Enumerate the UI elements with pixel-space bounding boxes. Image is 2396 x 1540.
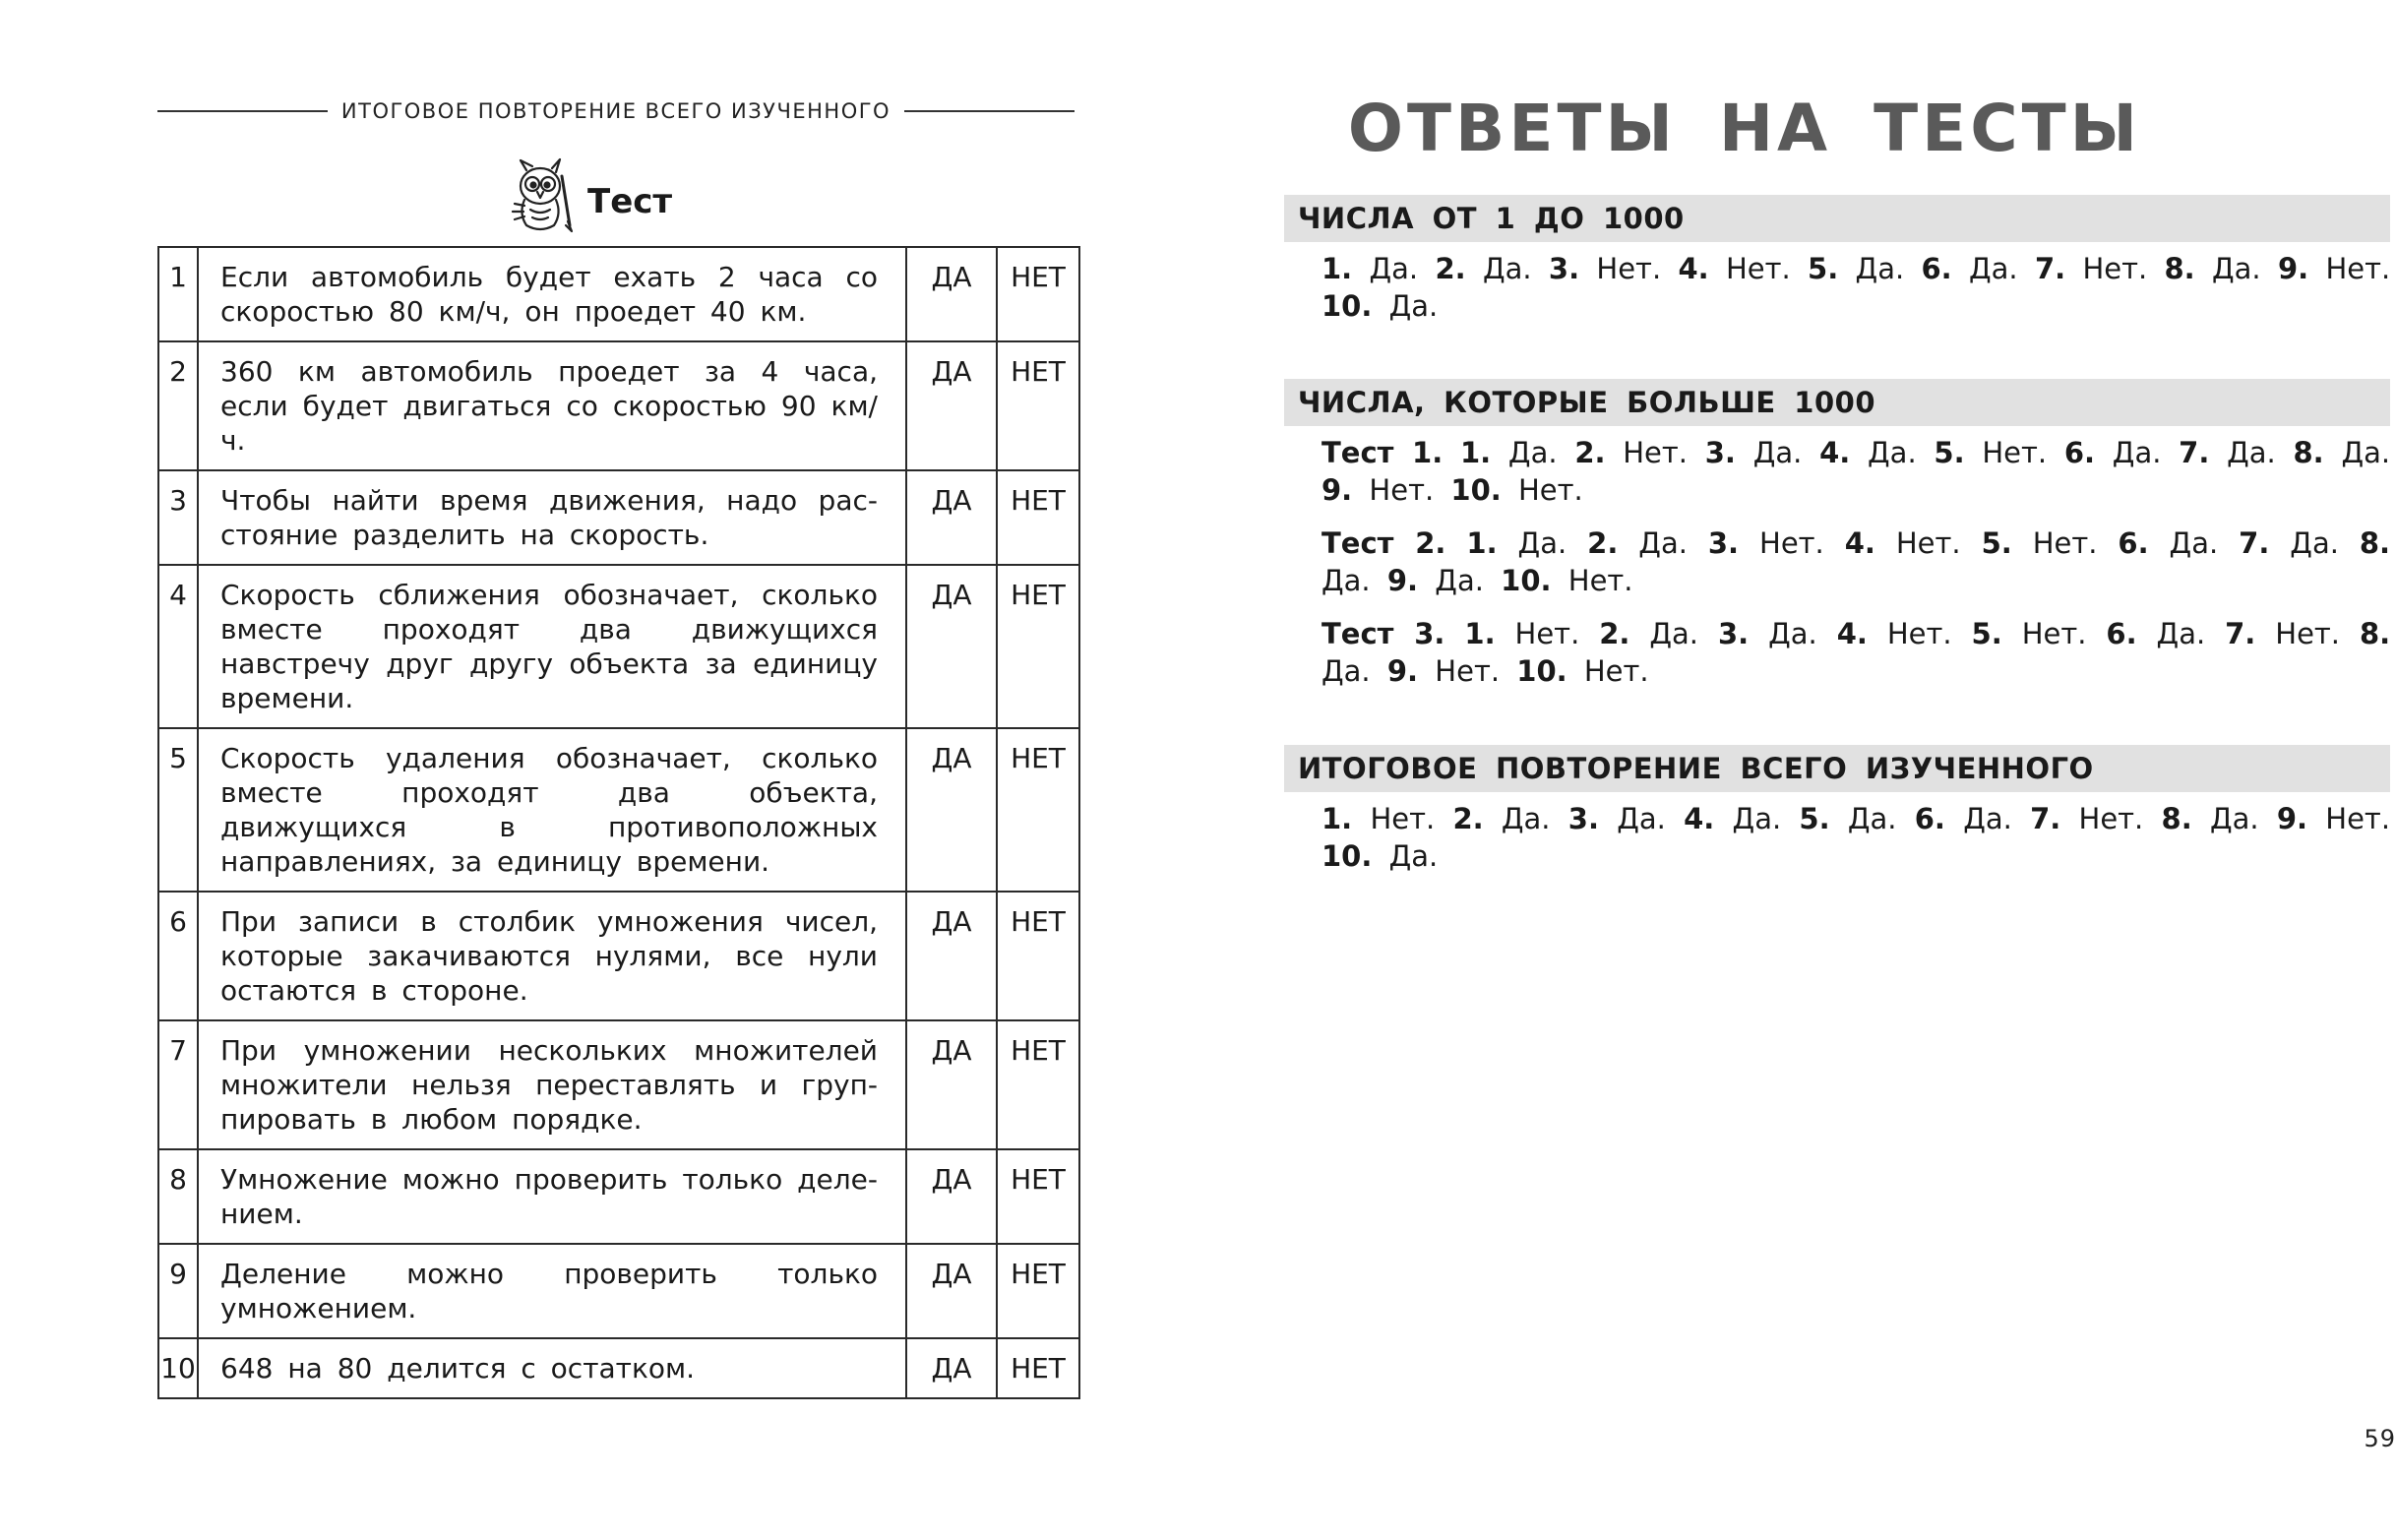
answer-number: 4. xyxy=(1836,617,1868,650)
answer-value: Нет. xyxy=(1583,654,1649,688)
row-number: 6 xyxy=(158,892,198,1020)
answer-value: Да. xyxy=(2212,252,2261,285)
answer-value: Нет. xyxy=(2325,802,2391,835)
answer-number: 4. xyxy=(1684,802,1715,835)
answer-number: 5. xyxy=(1808,252,1839,285)
answer-number: 4. xyxy=(1819,436,1851,469)
test-row xyxy=(158,341,1079,470)
answer-number: 10. xyxy=(1450,473,1502,507)
row-number: 9 xyxy=(158,1244,198,1338)
answer-number: 8. xyxy=(2293,436,2324,469)
answer-value: Да. xyxy=(1501,802,1551,835)
no-option: НЕТ xyxy=(997,470,1079,565)
row-statement: 360 км автомобиль проедет за 4 часа, если будет двигаться со скоростью 90 км/ч. xyxy=(198,341,906,470)
answer-value: Да. xyxy=(1752,436,1803,469)
test-title: Тест xyxy=(587,182,673,221)
answer-number: 7. xyxy=(2225,617,2256,650)
answer-number: 5. xyxy=(1971,617,2002,650)
answer-value: Нет. xyxy=(2325,252,2391,285)
answer-value: Да. xyxy=(1968,252,2018,285)
answer-value: Нет. xyxy=(1982,436,2048,469)
answer-value: Да. xyxy=(2341,436,2391,469)
test-row xyxy=(158,728,1079,892)
row-statement: Если автомобиль будет ехать 2 часа со скоростью 80 км/ч, он проедет 40 км. xyxy=(198,247,906,341)
answer-number: 1. xyxy=(1466,526,1498,560)
row-number: 8 xyxy=(158,1149,198,1244)
answer-number: 8. xyxy=(2161,802,2192,835)
answer-number: 1. xyxy=(1464,617,1496,650)
test-row xyxy=(158,1149,1079,1244)
header-rule-right xyxy=(904,110,1075,112)
answer-number: 9. xyxy=(2276,802,2308,835)
answer-value: Да. xyxy=(1638,526,1688,560)
answer-number: 5. xyxy=(1799,802,1830,835)
section-heading: ИТОГОВОЕ ПОВТОРЕНИЕ ВСЕГО ИЗУЧЕННОГО xyxy=(1284,745,2390,792)
answer-number: 7. xyxy=(2179,436,2210,469)
answer-number: 9. xyxy=(1321,473,1353,507)
test-row xyxy=(158,470,1079,565)
answer-number: 3. xyxy=(1548,252,1580,285)
row-statement: Скорость удаления обозначает, сколько вместе проходят два объекта, движущихся в противоположных направлениях, за единицу времени. xyxy=(198,728,906,892)
test-row xyxy=(158,1020,1079,1149)
yes-option: ДА xyxy=(906,470,997,565)
answers-section-2 xyxy=(1284,379,2390,690)
yes-option: ДА xyxy=(906,1338,997,1398)
answer-value: Да. xyxy=(1388,839,1439,873)
answer-number: 4. xyxy=(1844,526,1875,560)
yes-option: ДА xyxy=(906,1020,997,1149)
answer-number: 4. xyxy=(1678,252,1709,285)
no-option: НЕТ xyxy=(997,565,1079,728)
answer-number: 6. xyxy=(2063,436,2096,469)
no-option: НЕТ xyxy=(997,247,1079,341)
answer-value: Да. xyxy=(1732,802,1782,835)
answer-number: 3. xyxy=(1704,436,1736,469)
yes-option: ДА xyxy=(906,341,997,470)
answer-value: Да. xyxy=(2227,436,2276,469)
answer-number: 10. xyxy=(1321,839,1373,873)
answers-paragraph xyxy=(1284,524,2390,599)
answer-value: Да. xyxy=(1517,526,1567,560)
answer-value: Да. xyxy=(1321,654,1371,688)
answers-title: ОТВЕТЫ НА ТЕСТЫ xyxy=(1347,91,2142,166)
no-option: НЕТ xyxy=(997,1149,1079,1244)
answer-value: Нет. xyxy=(2275,617,2341,650)
answer-number: 3. xyxy=(1707,526,1740,560)
answer-number: 2. xyxy=(1574,436,1606,469)
row-number: 3 xyxy=(158,470,198,565)
row-statement: Умножение можно проверить только делением. xyxy=(198,1149,906,1244)
answer-number: 8. xyxy=(2359,617,2391,650)
row-statement: Деление можно проверить только умножением. xyxy=(198,1244,906,1338)
answer-number: 7. xyxy=(2030,802,2061,835)
answer-value: Да. xyxy=(1855,252,1905,285)
row-statement: При записи в столбик умножения чисел, которые закачиваются нулями, все нули остаются в стороне. xyxy=(198,892,906,1020)
answer-value: Нет. xyxy=(1725,252,1791,285)
row-number: 5 xyxy=(158,728,198,892)
answers-paragraph xyxy=(1284,434,2390,509)
test-label: Тест 2. xyxy=(1321,526,1446,560)
answer-number: 7. xyxy=(2034,252,2066,285)
no-option: НЕТ xyxy=(997,1244,1079,1338)
answer-number: 1. xyxy=(1321,252,1353,285)
answer-value: Нет. xyxy=(1567,564,1633,597)
answer-number: 2. xyxy=(1587,526,1619,560)
yes-option: ДА xyxy=(906,1149,997,1244)
test-row xyxy=(158,1244,1079,1338)
answer-value: Да. xyxy=(1507,436,1558,469)
right-page xyxy=(1174,0,2396,1540)
running-header xyxy=(157,96,1075,126)
answers-paragraph xyxy=(1284,250,2390,325)
answer-value: Нет. xyxy=(1895,526,1961,560)
answer-number: 3. xyxy=(1567,802,1599,835)
answer-number: 1. xyxy=(1321,802,1353,835)
no-option: НЕТ xyxy=(997,1020,1079,1149)
answers-paragraph xyxy=(1284,800,2390,875)
answers-paragraph xyxy=(1284,615,2390,690)
answer-value: Нет. xyxy=(1886,617,1952,650)
answer-number: 9. xyxy=(1386,654,1419,688)
answers-section-1 xyxy=(1284,195,2390,325)
answers-section-3 xyxy=(1284,745,2390,875)
yes-option: ДА xyxy=(906,247,997,341)
answer-value: Нет. xyxy=(1514,617,1580,650)
yes-option: ДА xyxy=(906,728,997,892)
no-option: НЕТ xyxy=(997,892,1079,1020)
running-header-text: ИТОГОВОЕ ПОВТОРЕНИЕ ВСЕГО ИЗУЧЕННОГО xyxy=(340,99,891,123)
answer-number: 7. xyxy=(2239,526,2270,560)
answer-value: Да. xyxy=(1847,802,1897,835)
answer-number: 1. xyxy=(1459,436,1492,469)
answer-value: Нет. xyxy=(2021,617,2087,650)
answer-value: Да. xyxy=(1482,252,1532,285)
answer-value: Да. xyxy=(1435,564,1484,597)
no-option: НЕТ xyxy=(997,728,1079,892)
answer-number: 8. xyxy=(2359,526,2391,560)
answer-number: 9. xyxy=(2277,252,2309,285)
answer-number: 2. xyxy=(1599,617,1630,650)
answer-value: Нет. xyxy=(1370,802,1436,835)
answer-value: Нет. xyxy=(1435,654,1501,688)
answer-value: Да. xyxy=(2290,526,2339,560)
answer-number: 2. xyxy=(1435,252,1466,285)
yes-option: ДА xyxy=(906,892,997,1020)
answer-number: 9. xyxy=(1386,564,1419,597)
answer-number: 3. xyxy=(1717,617,1750,650)
answer-value: Нет. xyxy=(1596,252,1662,285)
test-label: Тест 1. xyxy=(1321,436,1444,469)
row-number: 4 xyxy=(158,565,198,728)
row-number: 2 xyxy=(158,341,198,470)
answer-number: 6. xyxy=(2118,526,2149,560)
section-heading: ЧИСЛА ОТ 1 ДО 1000 xyxy=(1284,195,2390,242)
row-number: 7 xyxy=(158,1020,198,1149)
answer-value: Да. xyxy=(2156,617,2206,650)
test-table-body xyxy=(158,247,1079,1398)
answer-value: Да. xyxy=(2112,436,2162,469)
test-heading xyxy=(507,155,672,234)
test-row xyxy=(158,247,1079,341)
answer-number: 6. xyxy=(1921,252,1952,285)
header-rule-left xyxy=(157,110,328,112)
answer-number: 6. xyxy=(2106,617,2137,650)
yes-option: ДА xyxy=(906,1244,997,1338)
answer-number: 10. xyxy=(1501,564,1552,597)
answer-value: Да. xyxy=(1868,436,1917,469)
answer-value: Да. xyxy=(1321,564,1371,597)
test-table xyxy=(157,246,1080,1399)
section-heading: ЧИСЛА, КОТОРЫЕ БОЛЬШЕ 1000 xyxy=(1284,379,2390,426)
answer-value: Да. xyxy=(1617,802,1666,835)
answer-value: Нет. xyxy=(2078,802,2144,835)
owl-mascot-icon xyxy=(507,156,576,233)
left-page xyxy=(0,0,1174,1540)
answer-value: Нет. xyxy=(1518,473,1583,507)
answer-number: 10. xyxy=(1321,289,1373,323)
row-statement: 648 на 80 делится с остатком. xyxy=(198,1338,906,1398)
row-statement: При умножении нескольких множителей множители нельзя переставлять и группировать в любом порядке. xyxy=(198,1020,906,1149)
answer-value: Да. xyxy=(1963,802,2012,835)
test-row xyxy=(158,1338,1079,1398)
answer-number: 8. xyxy=(2164,252,2195,285)
page-number: 59 xyxy=(2364,1425,2396,1452)
test-row xyxy=(158,565,1079,728)
answer-value: Нет. xyxy=(1369,473,1435,507)
answer-number: 5. xyxy=(1934,436,1965,469)
answer-value: Да. xyxy=(1369,252,1419,285)
answer-value: Нет. xyxy=(2082,252,2148,285)
answer-number: 6. xyxy=(1914,802,1945,835)
answer-value: Да. xyxy=(2169,526,2219,560)
answer-value: Да. xyxy=(1388,289,1439,323)
row-number: 10 xyxy=(158,1338,198,1398)
no-option: НЕТ xyxy=(997,1338,1079,1398)
row-number: 1 xyxy=(158,247,198,341)
no-option: НЕТ xyxy=(997,341,1079,470)
answer-number: 5. xyxy=(1981,526,2012,560)
answer-value: Да. xyxy=(2209,802,2259,835)
row-statement: Чтобы найти время движения, надо расстояние разделить на скорость. xyxy=(198,470,906,565)
test-label: Тест 3. xyxy=(1321,617,1445,650)
test-row xyxy=(158,892,1079,1020)
yes-option: ДА xyxy=(906,565,997,728)
answer-number: 2. xyxy=(1452,802,1484,835)
row-statement: Скорость сближения обозначает, сколько вместе проходят два движущихся навстречу друг другу объекта за единицу времени. xyxy=(198,565,906,728)
answer-value: Нет. xyxy=(1623,436,1689,469)
answer-value: Да. xyxy=(1649,617,1699,650)
answer-number: 10. xyxy=(1516,654,1567,688)
answer-value: Нет. xyxy=(1759,526,1824,560)
answer-value: Нет. xyxy=(2032,526,2098,560)
answer-value: Да. xyxy=(1768,617,1817,650)
